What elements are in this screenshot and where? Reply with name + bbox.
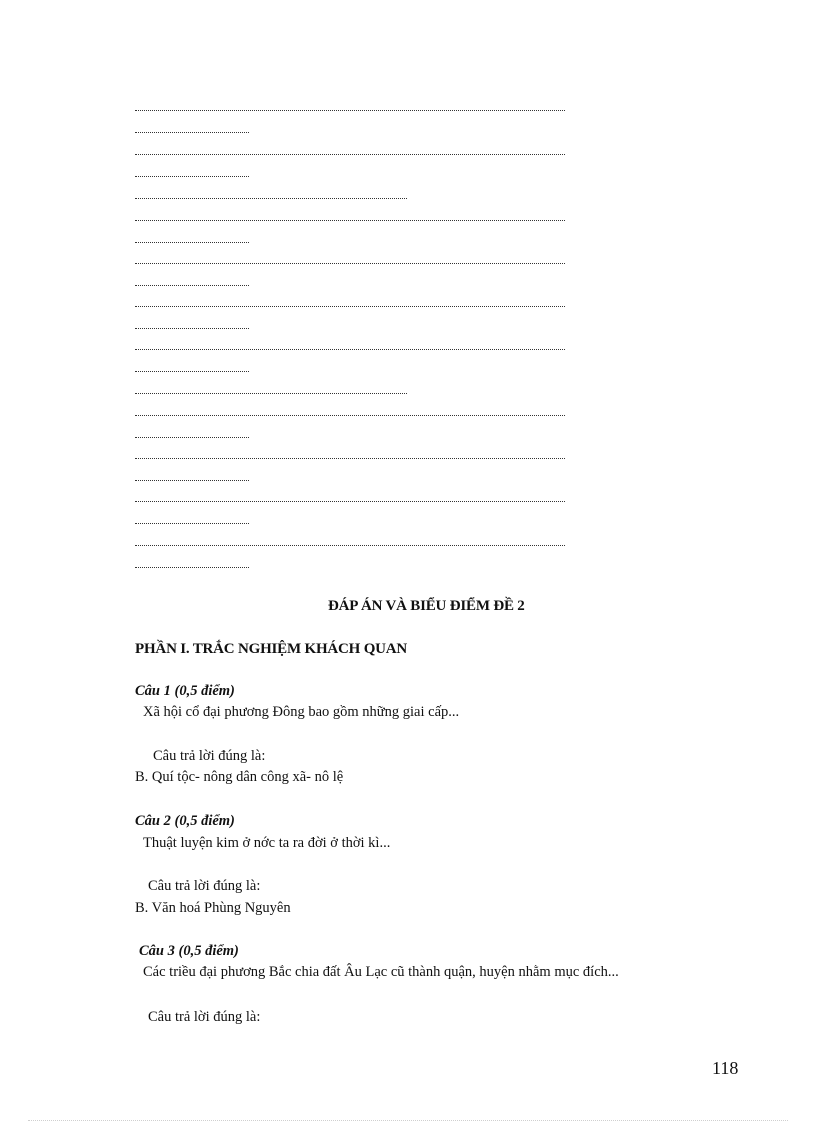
answer-line bbox=[135, 491, 565, 502]
question-3-head: Câu 3 (0,5 điểm) bbox=[139, 943, 239, 959]
answer-line bbox=[135, 513, 249, 524]
question-2-head: Câu 2 (0,5 điểm) bbox=[135, 813, 235, 829]
answer-line bbox=[135, 275, 249, 286]
answer-line bbox=[135, 339, 565, 350]
answer-line bbox=[135, 470, 249, 481]
question-2-prompt: Thuật luyện kim ở nớc ta ra đời ở thời kì... bbox=[143, 835, 391, 851]
page-border bbox=[28, 1120, 788, 1121]
answer-line bbox=[135, 253, 565, 264]
answer-line bbox=[135, 535, 565, 546]
answer-line bbox=[135, 188, 407, 199]
answer-line bbox=[135, 232, 249, 243]
question-2-answer-label: Câu trả lời đúng là: bbox=[148, 878, 261, 894]
question-1-head: Câu 1 (0,5 điểm) bbox=[135, 683, 235, 699]
answer-line bbox=[135, 318, 249, 329]
answer-line bbox=[135, 210, 565, 221]
section-title: ĐÁP ÁN VÀ BIỂU ĐIỂM ĐỀ 2 bbox=[328, 598, 525, 614]
page-number: 118 bbox=[712, 1058, 739, 1078]
question-3-prompt: Các triều đại phương Bắc chia đất Âu Lạc cũ thành quận, huyện nhằm mục đích... bbox=[143, 964, 619, 980]
answer-line bbox=[135, 383, 407, 394]
answer-line bbox=[135, 405, 565, 416]
answer-line bbox=[135, 144, 565, 155]
answer-line bbox=[135, 427, 249, 438]
answer-line bbox=[135, 361, 249, 372]
answer-line bbox=[135, 100, 565, 111]
answer-line bbox=[135, 122, 249, 133]
question-1-prompt: Xã hội cổ đại phương Đông bao gồm những giai cấp... bbox=[143, 704, 460, 720]
part-title: PHẦN I. TRẮC NGHIỆM KHÁCH QUAN bbox=[135, 641, 408, 657]
answer-line bbox=[135, 166, 249, 177]
answer-line bbox=[135, 448, 565, 459]
question-1-answer: B. Quí tộc- nông dân công xã- nô lệ bbox=[135, 769, 344, 785]
question-2-answer: B. Văn hoá Phùng Nguyên bbox=[135, 900, 291, 916]
answer-line bbox=[135, 296, 565, 307]
question-1-answer-label: Câu trả lời đúng là: bbox=[153, 748, 266, 764]
answer-line bbox=[135, 557, 249, 568]
question-3-answer-label: Câu trả lời đúng là: bbox=[148, 1009, 261, 1025]
